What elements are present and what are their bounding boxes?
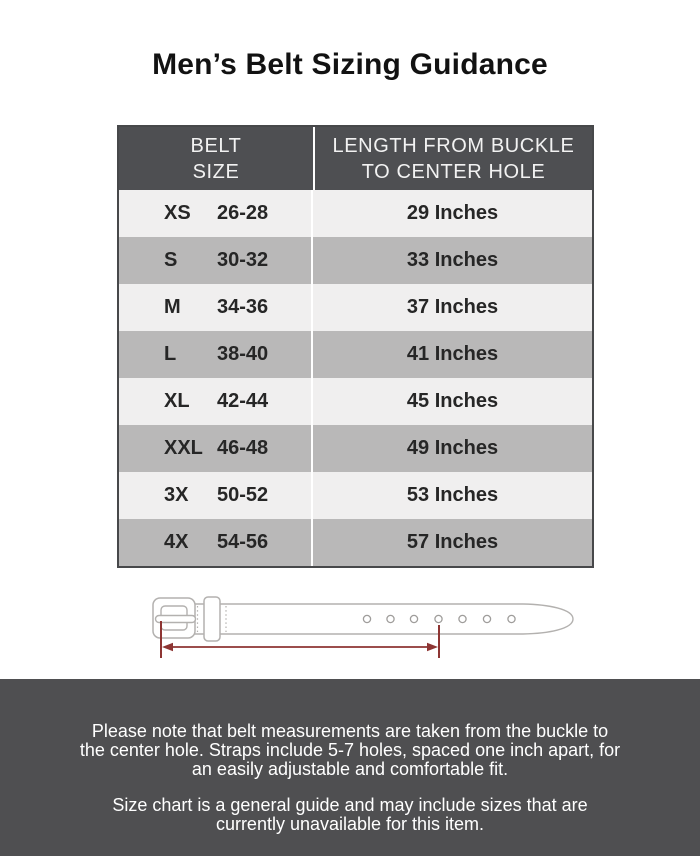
header-length-line1: LENGTH FROM BUCKLE — [332, 134, 575, 157]
belt-size-cell — [119, 472, 313, 519]
page-title: Men’s Belt Sizing Guidance — [152, 48, 548, 81]
length-cell: 29 Inches — [406, 202, 499, 224]
sizing-table — [117, 125, 594, 568]
availability-note — [0, 796, 700, 834]
length-cell: 33 Inches — [406, 249, 499, 271]
size-range: 26-28 — [217, 202, 269, 224]
length-cell: 57 Inches — [406, 531, 499, 553]
size-range: 46-48 — [217, 437, 269, 459]
belt-size-cell — [119, 425, 313, 472]
table-header-row — [119, 127, 592, 190]
belt-size-cell — [119, 331, 313, 378]
length-cell: 49 Inches — [406, 437, 499, 459]
size-label: L — [164, 343, 177, 365]
belt-diagram-svg — [0, 575, 700, 679]
table-row — [119, 519, 592, 566]
size-range: 54-56 — [217, 531, 269, 553]
size-range: 42-44 — [217, 390, 269, 412]
header-belt-size — [119, 127, 315, 190]
table-row — [119, 331, 592, 378]
measurement-note — [0, 722, 700, 779]
length-cell: 53 Inches — [406, 484, 499, 506]
table-row — [119, 284, 592, 331]
size-label: M — [164, 296, 181, 318]
availability-note-line: Size chart is a general guide and may include sizes that are — [112, 795, 588, 815]
size-label: S — [164, 249, 178, 271]
belt-keeper — [204, 597, 220, 641]
header-belt-size-line2: SIZE — [192, 160, 240, 183]
length-cell: 41 Inches — [406, 343, 499, 365]
measurement-note-line: the center hole. Straps include 5-7 holes, spaced one inch apart, for — [79, 740, 621, 760]
belt-illustration — [0, 575, 700, 679]
footer-note-panel — [0, 679, 700, 856]
availability-note-line: currently unavailable for this item. — [215, 814, 485, 834]
header-length-line2: TO CENTER HOLE — [361, 160, 546, 183]
length-cell: 45 Inches — [406, 390, 499, 412]
size-label: XXL — [164, 437, 203, 459]
belt-size-cell — [119, 190, 313, 237]
table-row — [119, 190, 592, 237]
measurement-note-line: Please note that belt measurements are taken from the buckle to — [91, 721, 609, 741]
table-row — [119, 378, 592, 425]
table-row — [119, 425, 592, 472]
belt-size-cell — [119, 237, 313, 284]
header-length — [315, 127, 592, 190]
measurement-note-line: an easily adjustable and comfortable fit. — [191, 759, 509, 779]
size-range: 34-36 — [217, 296, 269, 318]
size-label: 3X — [164, 484, 189, 506]
size-range: 38-40 — [217, 343, 269, 365]
size-range: 30-32 — [217, 249, 269, 271]
belt-size-cell — [119, 519, 313, 566]
size-label: 4X — [164, 531, 189, 553]
length-cell: 37 Inches — [406, 296, 499, 318]
table-row — [119, 472, 592, 519]
size-label: XS — [164, 202, 191, 224]
size-range: 50-52 — [217, 484, 269, 506]
header-belt-size-line1: BELT — [190, 134, 242, 157]
belt-size-cell — [119, 284, 313, 331]
table-row — [119, 237, 592, 284]
belt-size-cell — [119, 378, 313, 425]
size-label: XL — [164, 390, 190, 412]
